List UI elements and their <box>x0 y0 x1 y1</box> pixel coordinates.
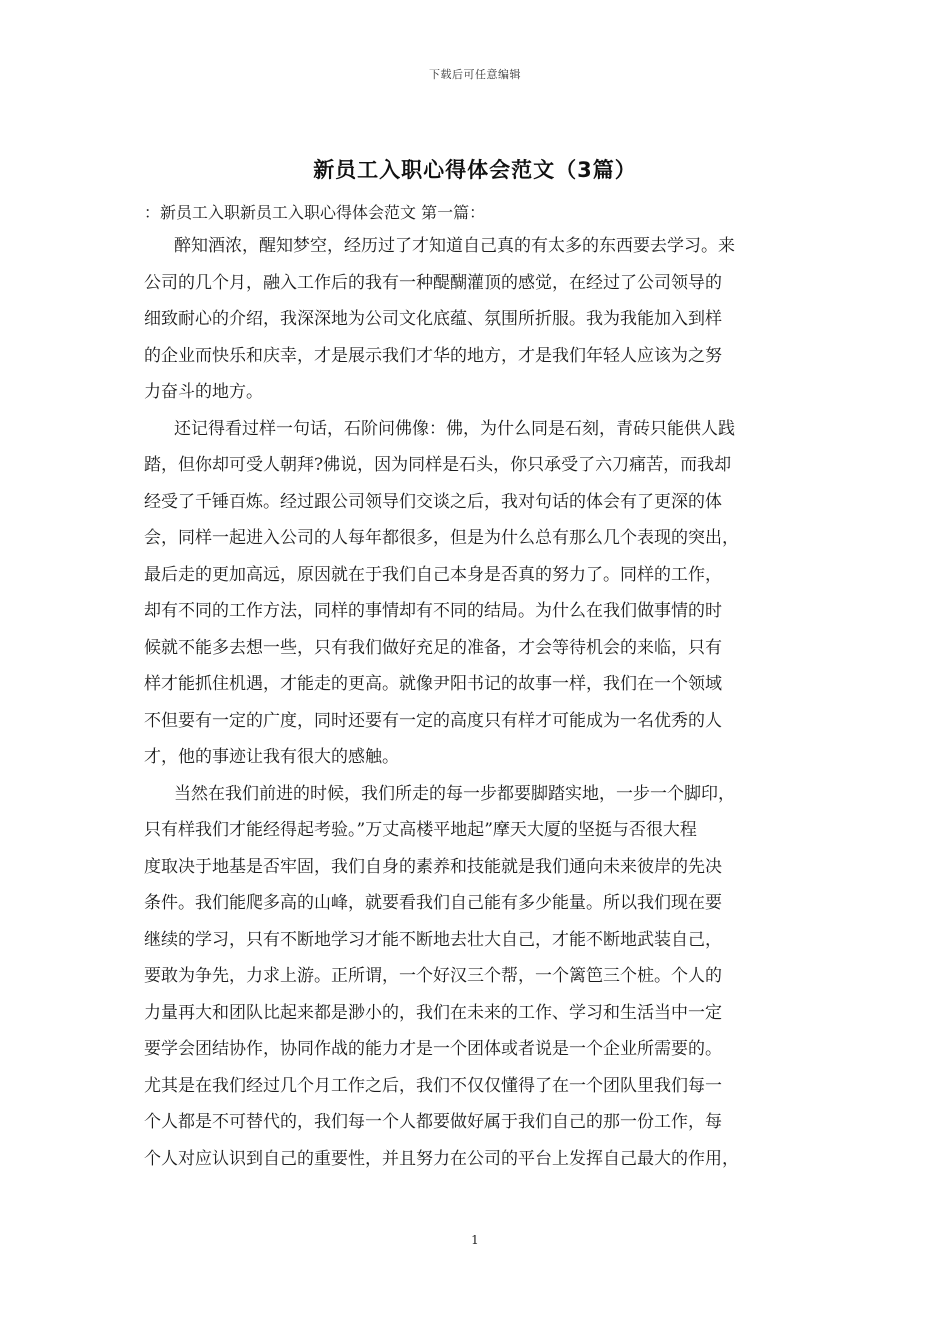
paragraph-line: 只有样我们才能经得起考验。”万丈高楼平地起”摩天大厦的坚挺与否很大程 <box>144 820 697 840</box>
paragraph-line: 细致耐心的介绍，我深深地为公司文化底蕴、氛围所折服。我为我能加入到样 <box>144 309 722 329</box>
paragraph-line: 最后走的更加高远，原因就在于我们自己本身是否真的努力了。同样的工作， <box>144 564 722 585</box>
paragraph-line: 才，他的事迹让我有很大的感触。 <box>144 747 399 767</box>
paragraph-line: 醉知酒浓，醒知梦空，经历过了才知道自己真的有太多的东西要去学习。来 <box>174 236 735 256</box>
paragraph-line: 经受了千锤百炼。经过跟公司领导们交谈之后，我对句话的体会有了更深的体 <box>144 491 722 512</box>
page-number: 1 <box>471 1233 479 1247</box>
paragraph-line: 不但要有一定的广度，同时还要有一定的高度只有样才可能成为一名优秀的人 <box>144 710 722 731</box>
paragraph-line: 尤其是在我们经过几个月工作之后，我们不仅仅懂得了在一个团队里我们每一 <box>144 1075 722 1096</box>
paragraph-line: 当然在我们前进的时候，我们所走的每一步都要脚踏实地，一步一个脚印， <box>174 783 735 804</box>
header-note: 下载后可任意编辑 <box>429 68 521 81</box>
paragraph-line: 度取决于地基是否牢固，我们自身的素养和技能就是我们通向未来彼岸的先决 <box>144 856 722 877</box>
paragraph-line: 个人都是不可替代的，我们每一个人都要做好属于我们自己的那一份工作，每 <box>144 1112 722 1132</box>
paragraph-line: 的企业而快乐和庆幸，才是展示我们才华的地方，才是我们年轻人应该为之努 <box>144 345 722 366</box>
paragraph-line: 却有不同的工作方法，同样的事情却有不同的结局。为什么在我们做事情的时 <box>144 601 722 621</box>
section-subtitle: ：新员工入职新员工入职心得体会范文 第一篇： <box>144 203 486 222</box>
paragraph-line: 要敢为争先，力求上游。正所谓，一个好汉三个帮，一个篱笆三个桩。个人的 <box>144 966 722 986</box>
paragraph-line: 条件。我们能爬多高的山峰，就要看我们自己能有多少能量。所以我们现在要 <box>144 893 722 913</box>
paragraph-line: 继续的学习，只有不断地学习才能不断地去壮大自己，才能不断地武装自己， <box>144 929 722 950</box>
paragraph-line: 个人对应认识到自己的重要性，并且努力在公司的平台上发挥自己最大的作用， <box>144 1148 739 1169</box>
paragraph-line: 候就不能多去想一些，只有我们做好充足的准备，才会等待机会的来临，只有 <box>144 637 722 658</box>
paragraph-line: 还记得看过样一句话，石阶问佛像：佛，为什么同是石刻，青砖只能供人践 <box>174 418 735 439</box>
document-title: 新员工入职心得体会范文（3篇） <box>313 158 637 182</box>
paragraph-line: 踏，但你却可受人朝拜?佛说，因为同样是石头，你只承受了六刀痛苦，而我却 <box>144 455 732 475</box>
paragraph-line: 力量再大和团队比起来都是渺小的，我们在未来的工作、学习和生活当中一定 <box>144 1002 722 1023</box>
paragraph-line: 会，同样一起进入公司的人每年都很多，但是为什么总有那么几个表现的突出， <box>144 528 739 548</box>
paragraph-line: 公司的几个月，融入工作后的我有一种醍醐灌顶的感觉，在经过了公司领导的 <box>144 272 722 293</box>
paragraph-line: 力奋斗的地方。 <box>144 382 263 402</box>
paragraph-line: 要学会团结协作，协同作战的能力才是一个团体或者说是一个企业所需要的。 <box>144 1039 722 1059</box>
body-text <box>144 228 816 1177</box>
paragraph-line: 样才能抓住机遇，才能走的更高。就像尹阳书记的故事一样，我们在一个领域 <box>144 674 722 694</box>
